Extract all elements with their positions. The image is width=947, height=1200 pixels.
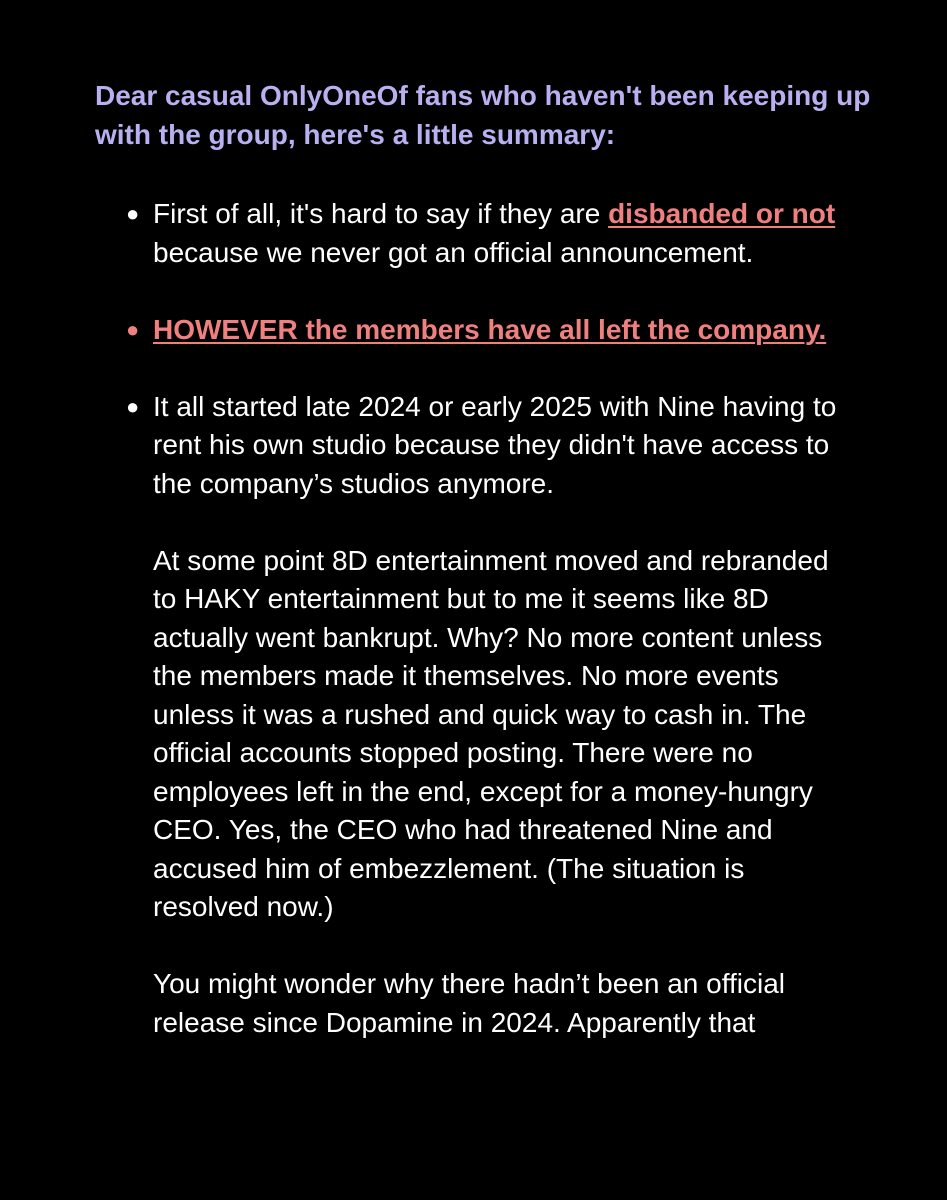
list-item-text	[153, 311, 853, 350]
bullet-icon: ●	[126, 316, 140, 342]
list-item-text	[153, 195, 853, 272]
paragraph-release: You might wonder why there hadn’t been an official release since Dopamine in 2024. Apparently that	[153, 968, 785, 1038]
disbanded-link[interactable]: disbanded or not	[608, 198, 836, 229]
left-company-link[interactable]: HOWEVER the members have all left the company.	[153, 313, 827, 345]
bullet-icon: ●	[126, 393, 140, 419]
intro-heading: Dear casual OnlyOneOf fans who haven't been keeping up with the group, here's a little summary:	[95, 80, 871, 150]
summary-list	[0, 195, 947, 1042]
text-segment: First of all, it's hard to say if they are	[153, 198, 609, 229]
paragraph-studio: It all started late 2024 or early 2025 with Nine having to rent his own studio because they didn't have access to the company’s studios anymore.	[153, 390, 837, 499]
bullet-icon: ●	[126, 201, 140, 226]
list-item-left-company	[0, 311, 853, 350]
list-item-timeline	[0, 388, 853, 1043]
text-segment: because we never got an official announcement.	[153, 236, 754, 268]
paragraph-bankrupt: At some point 8D entertainment moved and rebranded to HAKY entertainment but to me it seems like 8D actually went bankrupt. Why? No more content unless the members made it themselves. No more events unless it was a rushed and quick way to cash in. The official accounts stopped posting. There were no employees left in the end, except for a money-hungry CEO. Yes, the CEO who had threatened Nine and accused him of embezzlement. (The situation is resolved now.)	[153, 544, 829, 922]
list-item-status	[0, 195, 853, 272]
